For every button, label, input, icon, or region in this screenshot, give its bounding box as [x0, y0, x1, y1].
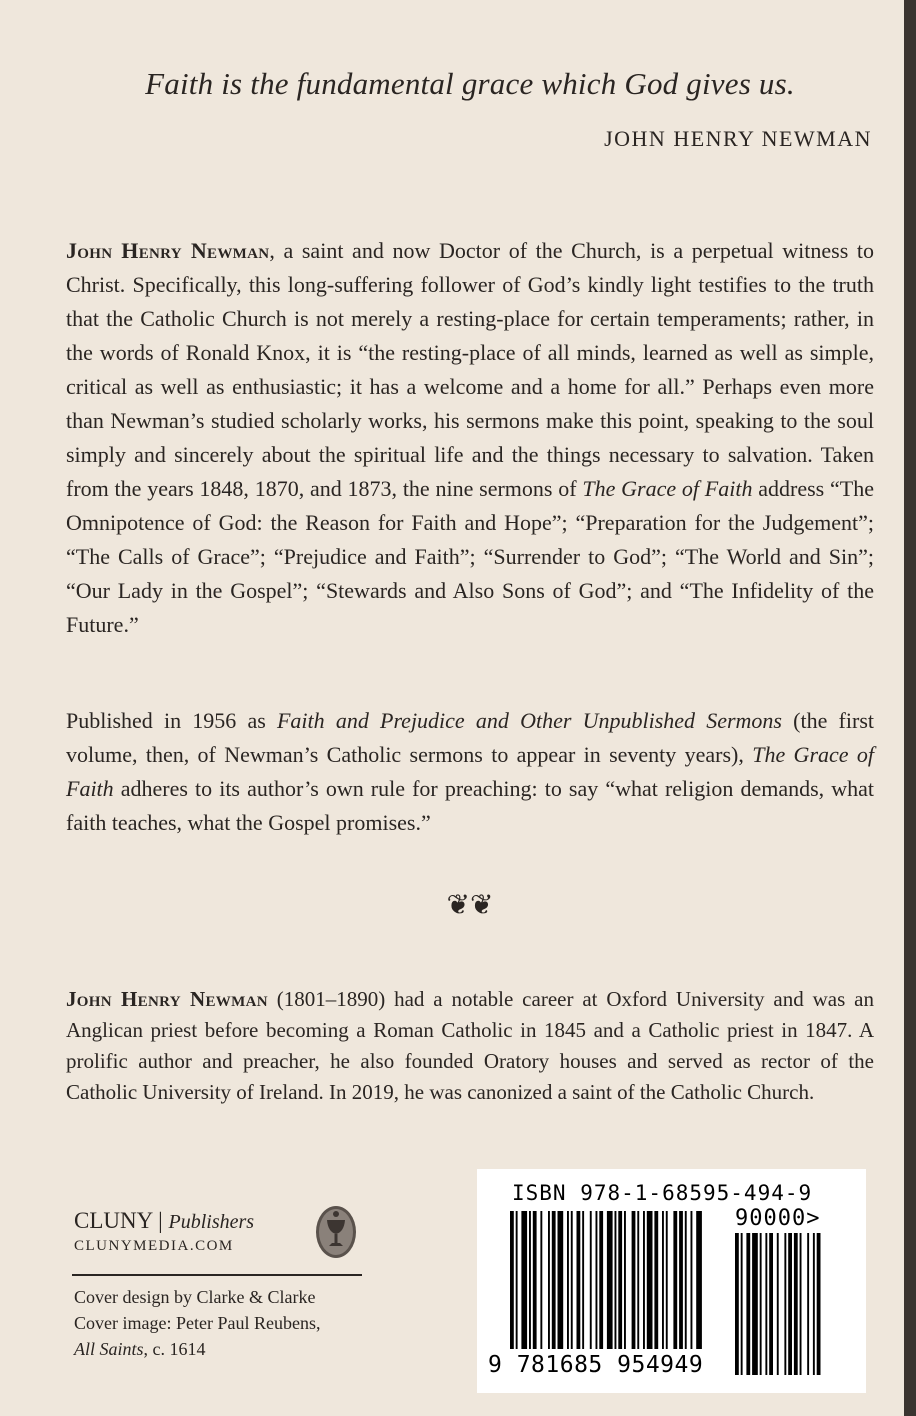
barcode-bar: [571, 1211, 573, 1349]
barcode-bar: [685, 1211, 687, 1349]
barcode-bar: [647, 1211, 653, 1349]
barcode-bar: [654, 1211, 658, 1349]
image-credit: Cover image: Peter Paul Reubens,: [74, 1313, 321, 1333]
barcode-bar: [662, 1211, 664, 1349]
barcode-bar: [618, 1211, 622, 1349]
barcode-addon-bar: [794, 1233, 798, 1375]
author-name-lead: John Henry Newman: [66, 987, 268, 1011]
barcode-bar: [577, 1211, 581, 1349]
barcode-bar: [607, 1211, 613, 1349]
isbn-label: ISBN 978-1-68595-494-9: [512, 1181, 813, 1205]
barcode-box: [477, 1169, 866, 1393]
chalice-seal-icon: [314, 1204, 358, 1260]
description-text: adheres to its author’s own rule for preaching: to say “what religion demands, what faith teaches, what the Gospel promises.”: [66, 776, 874, 835]
description-paragraph-2: [66, 704, 874, 840]
barcode-bar: [673, 1211, 677, 1349]
barcode-bar: [596, 1211, 598, 1349]
cover-credits: [74, 1284, 320, 1362]
barcode-bar: [558, 1211, 564, 1349]
epigraph-quote: Faith is the fundamental grace which God gives us.: [145, 66, 795, 101]
barcode-bar: [510, 1211, 514, 1349]
barcode-bar: [679, 1211, 683, 1349]
ean-digits: 9 781685 954949: [488, 1352, 704, 1378]
description-text: , a saint and now Doctor of the Church, is a perpetual witness to Christ. Specifically, this long-suffering follower of God’s kindly light testifies to the truth that the Catholic Church is not merely a resting-place for certain temperaments; rather, in the words of Ronald Knox, it is “the resting-place of all minds, learned as well as simple, critical as well as enthusiastic; it has a welcome and a home for all.” Perhaps even more than Newman’s studied scholarly works, his sermons make this point, speaking to the soul simply and sincerely about the spiritual life and the things necessary to salvation. Taken from the years 1848, 1870, and 1873, the nine sermons of: [66, 238, 874, 501]
barcode-bar: [624, 1211, 626, 1349]
price-code: 90000>: [735, 1206, 821, 1231]
divider-rule: [72, 1274, 362, 1276]
description-text: (the first volume, then, of Newman’s Catholic sermons to appear in seventy years),: [66, 708, 874, 767]
barcode-addon-bar: [817, 1233, 821, 1375]
barcode-bar: [615, 1211, 617, 1349]
barcode-bar: [529, 1211, 531, 1349]
barcode-bar: [599, 1211, 603, 1349]
barcode-addon-bar: [752, 1233, 758, 1375]
barcode-bar: [548, 1211, 550, 1349]
barcode-addon-bar: [777, 1233, 779, 1375]
barcode-bar: [691, 1211, 693, 1349]
description-text: address “The Omnipotence of God: the Reason for Faith and Hope”; “Preparation for the Judgement”; “The Calls of Grace”; “Prejudice and Faith”; “Surrender to God”; “The World and Sin”; “Our Lady in the Gospel”; “Stewards and Also Sons of God”; and “The Infidelity of the Future.”: [66, 476, 874, 637]
book-title: The Grace of Faith: [582, 476, 753, 501]
barcode-bar: [696, 1211, 702, 1349]
barcode-addon-bar: [746, 1233, 750, 1375]
barcode-addon-bar: [741, 1233, 743, 1375]
original-title: Faith and Prejudice and Other Unpublished Sermons: [276, 708, 782, 733]
barcode-bar: [632, 1211, 636, 1349]
design-credit: Cover design by Clarke & Clarke: [74, 1287, 316, 1307]
description-paragraph-1: [66, 234, 874, 642]
description-text: Published in 1956 as: [66, 708, 277, 733]
barcode-addon-bar: [769, 1233, 773, 1375]
barcode-bar: [643, 1211, 645, 1349]
barcode-addon-bar: [788, 1233, 792, 1375]
barcode-bar: [516, 1211, 518, 1349]
barcode-addon-bar: [800, 1233, 802, 1375]
bio-text: (1801–1890) had a notable career at Oxford University and was an Anglican priest before becoming a Roman Catholic in 1845 and a Catholic priest in 1847. A prolific author and preacher, he also founded Oratory houses and served as rector of the Catholic University of Ireland. In 2019, he was canonized a saint of the Catholic Church.: [66, 987, 874, 1104]
publisher-name: CLUNY | Publishers: [74, 1208, 255, 1233]
barcode-addon-bar: [765, 1233, 767, 1375]
ornament-divider-icon: ❦❦: [446, 890, 494, 921]
barcode-bar: [540, 1211, 542, 1349]
barcode-addon-bar: [807, 1233, 809, 1375]
barcode-bar: [637, 1211, 639, 1349]
barcode-bar: [666, 1211, 668, 1349]
barcode-addon-bar: [813, 1233, 815, 1375]
barcode-bar: [590, 1211, 592, 1349]
barcode-bar: [567, 1211, 569, 1349]
barcode-addon-bar: [735, 1233, 739, 1375]
author-name-lead: John Henry Newman: [66, 238, 270, 263]
publisher-website: CLUNYMEDIA.COM: [74, 1238, 234, 1254]
barcode-addon-bar: [760, 1233, 762, 1375]
barcode-bar: [521, 1211, 527, 1349]
barcode-bar: [533, 1211, 537, 1349]
spine-edge: [904, 0, 916, 1416]
author-bio: [66, 984, 874, 1108]
epigraph-author: JOHN HENRY NEWMAN: [604, 126, 872, 151]
publisher-block: [74, 1208, 364, 1255]
image-credit-title: All Saints, c. 1614: [74, 1339, 206, 1359]
book-title: The Grace of Faith: [66, 742, 874, 801]
barcode-bar: [552, 1211, 556, 1349]
barcode-addon-bar: [784, 1233, 786, 1375]
barcode-bar: [582, 1211, 584, 1349]
